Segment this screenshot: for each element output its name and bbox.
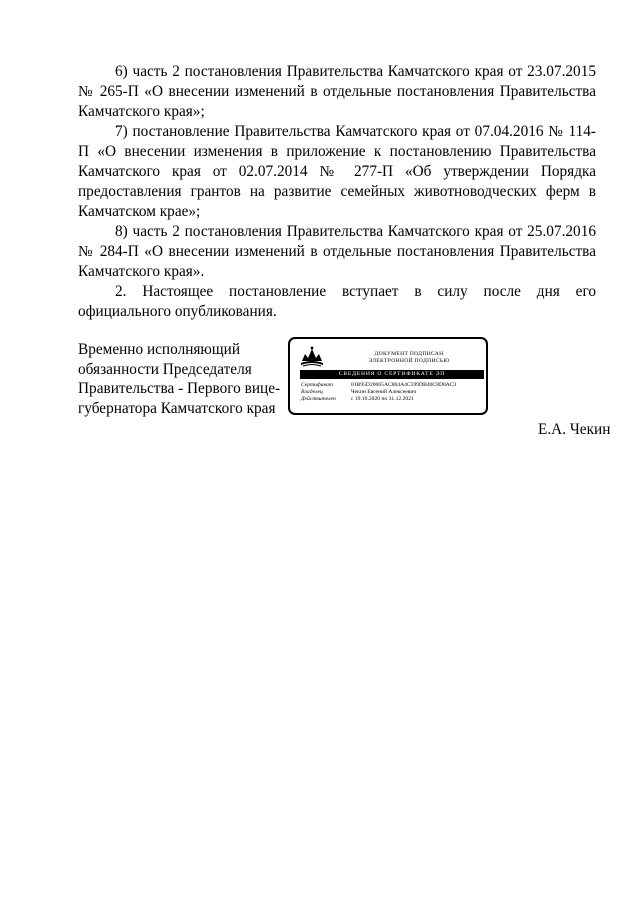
signer-position — [78, 340, 281, 418]
signer-position-line: обязанности Председателя — [78, 360, 252, 378]
signer-position-line: Правительства - Первого вице- — [78, 380, 281, 397]
stamp-owner-value: Чекин Евгений Алексеевич — [351, 389, 417, 395]
stamp-validity-value: с 19.10.2020 по 31.12.2021 — [351, 396, 414, 402]
list-item-6: 6) часть 2 постановления Правительства Камчатского края от 23.07.2015 № 265-П «О внесении изменений в отдельные постановления Правительства Камчатского края»; — [78, 63, 596, 120]
stamp-owner-row — [301, 389, 485, 396]
signer-position-line: Временно исполняющий — [78, 341, 240, 358]
stamp-validity-row — [301, 396, 485, 403]
stamp-validity-label: Действителен — [301, 396, 336, 402]
stamp-owner-label: Владелец — [301, 389, 323, 395]
signer-name: Е.А. Чекин — [538, 421, 611, 438]
electronic-signature-stamp — [288, 337, 488, 415]
stamp-certificate-value: 01B95D20065AC804A4C599DB40C8D0AC3 — [351, 382, 457, 388]
list-item-8: 8) часть 2 постановления Правительства Камчатского края от 25.07.2016 № 284-П «О внесении изменений в отдельные постановления Правительства Камчатского края». — [78, 223, 596, 280]
list-item-7: 7) постановление Правительства Камчатского края от 07.04.2016 № 114-П «О внесении изменения в приложение к постановлению Правительства Камчатского края от 02.07.2014 № 277-П «Об утверждении Порядка предоставления грантов на развитие семейных животноводческих ферм в Камчатском крае»; — [78, 123, 596, 220]
stamp-certificate-label: Сертификат — [301, 382, 333, 388]
coat-of-arms-icon — [299, 345, 325, 369]
stamp-title-bar: СВЕДЕНИЯ О СЕРТИФИКАТЕ ЭП — [300, 370, 484, 379]
effective-date-clause: 2. Настоящее постановление вступает в силу после дня его официального опубликования. — [78, 283, 596, 320]
stamp-header — [334, 351, 484, 365]
stamp-header-line: ДОКУМЕНТ ПОДПИСАН — [374, 351, 444, 357]
document-body — [78, 62, 596, 322]
signer-position-line: губернатора Камчатского края — [78, 399, 276, 417]
stamp-header-line: ЭЛЕКТРОННОЙ ПОДПИСЬЮ — [368, 358, 450, 364]
stamp-certificate-row — [301, 382, 485, 389]
